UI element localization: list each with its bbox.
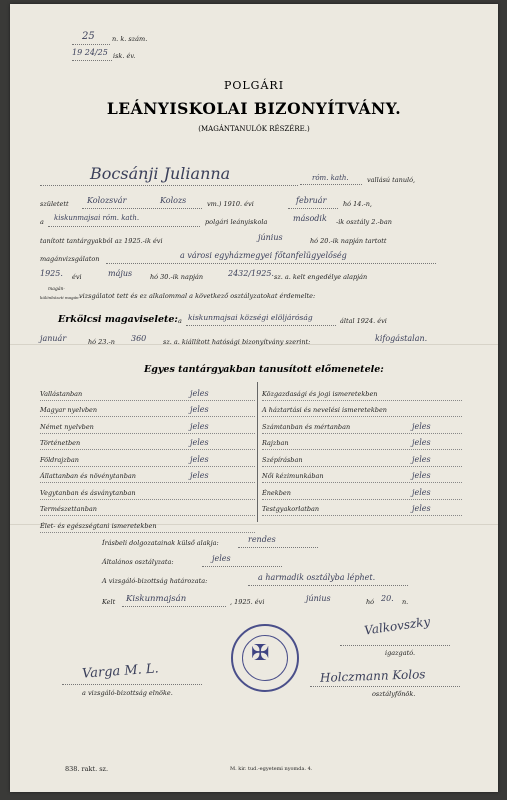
taught-day-label: hó 20.-ik napján tartott bbox=[310, 237, 387, 245]
result-small-2: különbözeti magán- bbox=[40, 295, 80, 300]
dotted-line bbox=[40, 185, 298, 186]
subject-grade: jeles bbox=[412, 421, 431, 431]
subject-name: Vallástanban bbox=[40, 389, 83, 398]
subject-grade: jeles bbox=[190, 421, 209, 431]
student-name: Bocsánji Julianna bbox=[90, 164, 231, 183]
dotted-line bbox=[186, 325, 336, 326]
ref-number-label: n. k. szám. bbox=[112, 35, 148, 43]
subject-row bbox=[262, 483, 462, 500]
subject-row bbox=[40, 417, 255, 434]
director-signature: Valkovszky bbox=[363, 614, 432, 638]
dotted-line bbox=[72, 60, 112, 61]
subject-row bbox=[262, 434, 462, 451]
subject-name: Rajzban bbox=[262, 439, 289, 447]
overall-value: jeles bbox=[212, 554, 231, 563]
dotted-line bbox=[288, 208, 338, 209]
county: Kolozs bbox=[160, 196, 187, 205]
conduct-year-label: által 1924. évi bbox=[340, 317, 387, 325]
taught-month: június bbox=[258, 233, 283, 242]
footer-stock-number: 838. rakt. sz. bbox=[65, 765, 109, 773]
teacher-role: osztályfőnök. bbox=[372, 690, 416, 698]
school-label: polgári leányiskola bbox=[205, 218, 268, 226]
day-label: hó bbox=[366, 598, 375, 606]
signature-line bbox=[340, 645, 450, 646]
column-divider bbox=[257, 382, 258, 522]
conduct-issuer: kiskunmajsai községi elöljáróság bbox=[188, 313, 313, 322]
subject-name: Természettanban bbox=[40, 505, 97, 513]
conduct-doc-label: sz. a. kiállított hatósági bizonyítvány szerint: bbox=[163, 338, 311, 346]
subject-grade: jeles bbox=[190, 405, 209, 414]
subject-row bbox=[262, 500, 462, 517]
school-prefix: a bbox=[40, 218, 44, 226]
year-label: , 1925. évi bbox=[230, 598, 265, 606]
class-label: -ik osztály 2.-ban bbox=[336, 218, 392, 226]
dotted-line bbox=[238, 547, 318, 548]
chair-role: a vizsgáló-bizottság elnöke. bbox=[82, 689, 173, 697]
result-small-1: magán- bbox=[48, 287, 65, 292]
subject-row bbox=[262, 384, 462, 401]
doc-title-line1: POLGÁRI bbox=[223, 79, 285, 92]
certificate-paper bbox=[10, 4, 498, 792]
subject-grade: jeles bbox=[190, 454, 209, 464]
permit-month: május bbox=[108, 269, 133, 278]
signature-line bbox=[62, 684, 202, 685]
subject-grade: jeles bbox=[190, 438, 209, 447]
dotted-line bbox=[122, 606, 226, 607]
permit-year-label: évi bbox=[72, 273, 82, 281]
subject-name: Testgyakorlatban bbox=[262, 505, 320, 513]
conduct-prefix: a bbox=[178, 317, 182, 325]
teacher-signature: Holczmann Kolos bbox=[319, 667, 426, 685]
subject-grade: jeles bbox=[412, 454, 431, 464]
subject-name: Vegytanban és ásványtanban bbox=[40, 488, 136, 497]
class-word: második bbox=[293, 214, 327, 223]
place-value: Kiskunmajsán bbox=[126, 594, 187, 604]
conduct-grade: kifogástalan. bbox=[375, 334, 428, 343]
subject-name: Női kézimunkában bbox=[262, 472, 324, 480]
subject-row bbox=[40, 450, 255, 467]
chair-signature: Varga M. L. bbox=[81, 661, 160, 682]
dotted-line bbox=[72, 44, 110, 45]
decision-value: a harmadik osztályba léphet. bbox=[258, 573, 376, 582]
subject-row bbox=[40, 467, 255, 484]
overall-label: Általános osztályzata: bbox=[102, 558, 174, 566]
subject-grade: jeles bbox=[412, 471, 431, 480]
dotted-line bbox=[300, 184, 362, 185]
subject-name: Közgazdasági és jogi ismeretekben bbox=[262, 389, 378, 398]
school-year: 19 24/25 bbox=[72, 48, 108, 57]
doc-subtitle: (MAGÁNTANULÓK RÉSZÉRE.) bbox=[198, 125, 310, 133]
birth-month: február bbox=[296, 196, 327, 205]
permit-label: sz. a. kelt engedélye alapján bbox=[274, 273, 368, 281]
taught-label: tanított tantárgyakból az 1925.-ik évi bbox=[40, 237, 163, 245]
official-seal: ✠ bbox=[231, 624, 299, 692]
result-label: vizsgálatot tett és ez alkalommal a következő osztályzatokat érdemelte: bbox=[79, 292, 316, 300]
subject-row bbox=[40, 434, 255, 451]
subject-row bbox=[262, 467, 462, 484]
subject-grade: jeles bbox=[190, 471, 209, 480]
director-role: igazgató. bbox=[385, 649, 416, 657]
conduct-heading: Erkölcsi magaviselete: bbox=[58, 314, 178, 325]
subjects-left-column bbox=[40, 384, 255, 533]
subject-row bbox=[262, 417, 462, 434]
school-name: kiskunmajsai róm. kath. bbox=[54, 214, 140, 222]
day-value: 20. bbox=[381, 594, 394, 603]
permit-day-label: hó 30.-ik napján bbox=[150, 273, 204, 281]
subject-name: A háztartási és nevelési ismeretekben bbox=[262, 406, 387, 414]
form-value: rendes bbox=[248, 535, 276, 544]
subject-name: Földrajzban bbox=[40, 455, 79, 464]
religion-label: vallású tanuló, bbox=[367, 176, 416, 184]
subjects-right-column bbox=[262, 384, 462, 516]
permit-number: 2432/1925. bbox=[228, 269, 274, 278]
subject-name: Szépírásban bbox=[262, 455, 303, 464]
conduct-number: 360 bbox=[131, 334, 147, 343]
subject-grade: jeles bbox=[412, 487, 431, 497]
subject-row bbox=[40, 500, 255, 517]
subject-name: Történetben bbox=[40, 439, 81, 447]
exam-body: a városi egyházmegyei főtanfelügyelőség bbox=[180, 251, 347, 260]
religion: róm. kath. bbox=[312, 174, 349, 182]
subject-row bbox=[40, 384, 255, 401]
subject-row bbox=[40, 401, 255, 418]
subject-name: Élet- és egészségtani ismeretekben bbox=[40, 521, 157, 530]
dotted-line bbox=[82, 208, 202, 209]
born-place: Kolozsvár bbox=[87, 196, 127, 205]
subject-grade: jeles bbox=[412, 504, 431, 513]
form-label: Írásbeli dolgozatainak külső alakja: bbox=[102, 539, 219, 547]
school-year-label: isk. év. bbox=[113, 52, 136, 60]
footer-printer: M. kir. tud.-egyetemi nyomda. 4. bbox=[230, 766, 313, 772]
conduct-day-label: hó 23.-n bbox=[88, 338, 115, 346]
subject-name: Német nyelvben bbox=[40, 422, 94, 431]
day-suffix: n. bbox=[402, 598, 409, 606]
dotted-line bbox=[202, 566, 282, 567]
dotted-line bbox=[48, 226, 200, 227]
ref-number: 25 bbox=[82, 31, 95, 42]
kelt-label: Kelt bbox=[102, 598, 116, 606]
subject-row bbox=[40, 516, 255, 533]
subject-name: Magyar nyelvben bbox=[40, 406, 98, 414]
subject-name: Állattanban és növénytanban bbox=[40, 472, 136, 480]
dotted-line bbox=[106, 263, 436, 264]
subject-name: Énekben bbox=[262, 488, 291, 497]
exam-label: magánvizsgálaton bbox=[40, 255, 100, 263]
permit-year: 1925. bbox=[40, 269, 63, 278]
conduct-month: január bbox=[40, 334, 67, 343]
signature-line bbox=[310, 686, 460, 687]
subject-grade: jeles bbox=[190, 388, 209, 398]
decision-label: A vizsgáló-bizottság határozata: bbox=[102, 577, 208, 585]
subjects-heading: Egyes tantárgyakban tanusított előmenetele: bbox=[144, 364, 384, 375]
born-label: született bbox=[40, 200, 69, 208]
birth-day: hó 14.-n, bbox=[343, 200, 372, 208]
subject-row bbox=[262, 401, 462, 418]
subject-grade: jeles bbox=[412, 438, 431, 447]
doc-title: LEÁNYISKOLAI BIZONYÍTVÁNY. bbox=[106, 99, 402, 118]
subject-name: Számtanban és mértanban bbox=[262, 422, 351, 431]
month-value: június bbox=[306, 594, 331, 603]
subject-row bbox=[262, 450, 462, 467]
county-label: vm.) 1910. évi bbox=[207, 200, 254, 208]
dotted-line bbox=[248, 585, 408, 586]
subject-row bbox=[40, 483, 255, 500]
